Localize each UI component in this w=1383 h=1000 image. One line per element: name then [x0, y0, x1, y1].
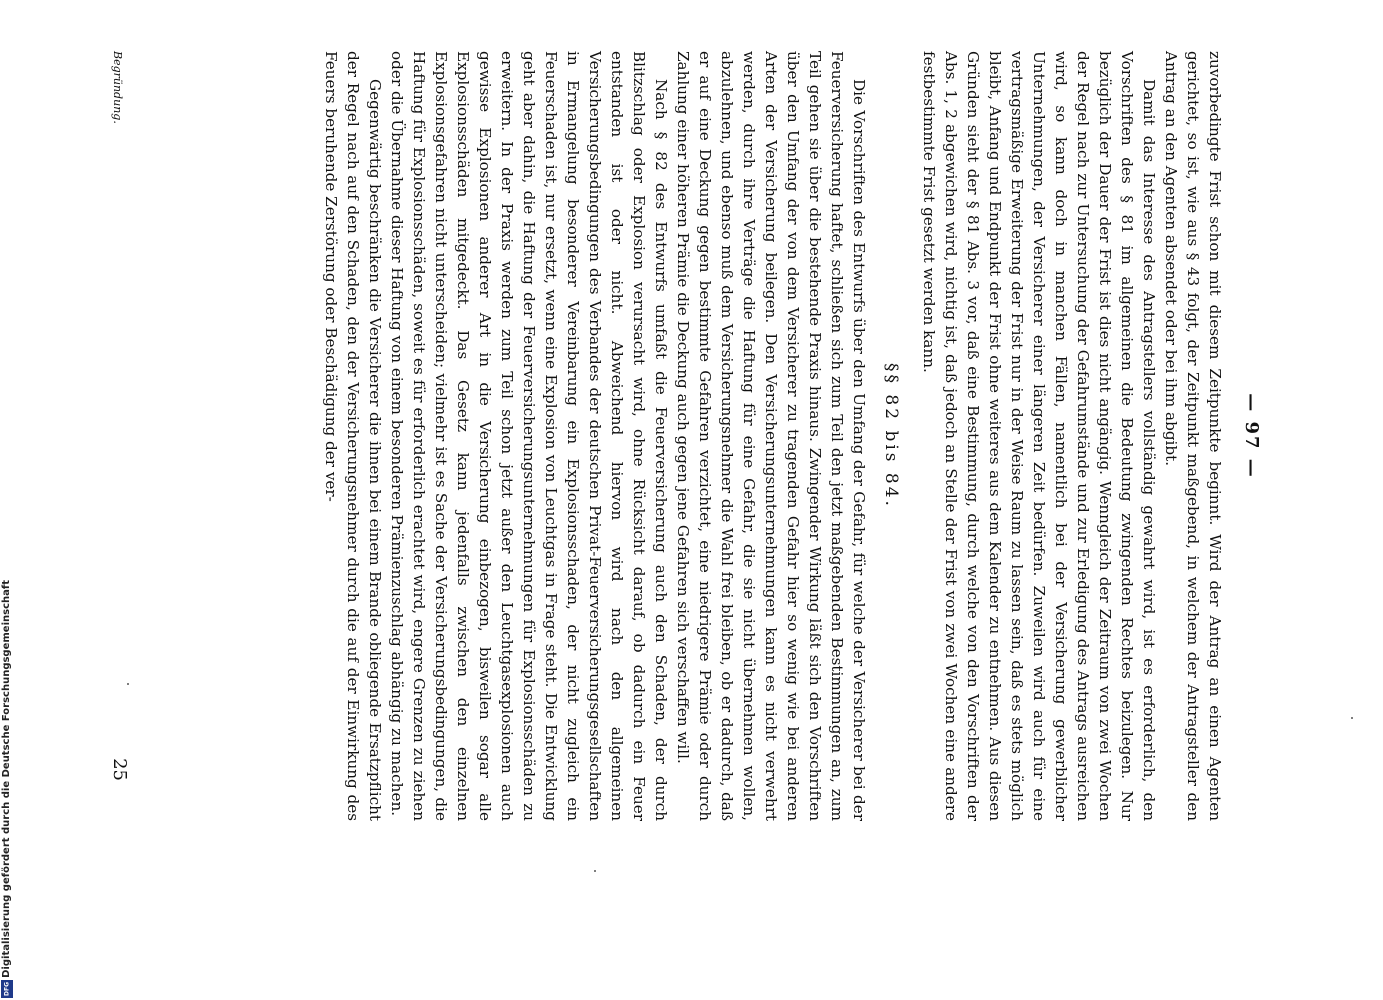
dfg-credit-text: Digitalisierung gefördert durch die Deutsche Forschungsgemeinschaft [1, 580, 12, 978]
paragraph: Die Vorschriften des Entwurfs über den Umfang der Gefahr, für welche der Versicherer bei der Feuerversicherung haftet, schließen sich zum Teil den jetzt maßgebenden Bestimmungen an, zum Teil gehen sie über die bestehende Praxis hinaus. Zwingender Wirkung läßt sich den Vorschriften über den Umfang der von dem Versicherer zu tragenden Gefahr hier so wenig wie bei anderen Arten der Versicherung beilegen. Den Versicherungsunternehmungen kann es nicht verwehrt werden, durch ihre Verträge die Haftung für eine Gefahr, die sie nicht übernehmen wollen, abzulehnen, und ebenso muß dem Versicherungsnehmer die Wahl frei bleiben, ob er dadurch, daß er auf eine Deckung gegen bestimmte Gefahren verzichtet, eine niedrigere Prämie oder durch Zahlung einer höheren Prämie die Deckung auch gegen jene Gefahren sich verschaffen will. [674, 51, 868, 821]
dfg-credit-strip [0, 580, 14, 1000]
scan-speck [594, 870, 596, 872]
scan-speck [1351, 717, 1353, 719]
section-heading: §§ 82 bis 84. [881, 363, 901, 509]
paragraph: zuvorbedingte Frist schon mit diesem Zeitpunkte beginnt. Wird der Antrag an einen Agenten gerichtet, so ist, wie aus § 43 folgt, der Zeitpunkt maßgebend, in welchem der Antragsteller den Antrag an den Agenten absendet oder bei ihm abgibt. [1162, 51, 1224, 821]
page-number: — 97 — [1241, 393, 1262, 479]
paragraph: Gegenwärtig beschränken die Versicherer die ihnen bei einem Brande obliegende Ersatzpflicht der Regel nach auf den Schaden, den der Versicherungsnehmer durch die auf der Einwirkung des Feuers beruhende Zerstörung oder Beschädigung der ver- [322, 51, 384, 821]
dfg-logo-icon: DFG [1, 980, 13, 998]
paragraph: Damit das Interesse des Antragstellers vollständig gewahrt wird, ist es erforderlich, den Vorschriften des § 81 im allgemeinen die Bedeutung zwingenden Rechtes beizulegen. Nur bezüglich der Dauer der Frist ist dies nicht angängig. Wenngleich der Zeitraum von zwei Wochen der Regel nach zur Untersuchung der Gefahrumstände und zur Erledigung des Antrags ausreichen wird, so kann doch in manchen Fällen, namentlich bei der Versicherung gewerblicher Unternehmungen, der Versicherer einer längeren Zeit bedürfen. Zuweilen wird auch für eine vertragsmäßige Erweiterung der Frist nur in der Weise Raum zu lassen sein, daß es stets möglich bleibt, Anfang und Endpunkt der Frist ohne weiteres aus dem Kalender zu entnehmen. Aus diesen Gründen sieht der § 81 Abs. 3 vor, daß eine Bestimmung, durch welche von den Vorschriften der Abs. 1, 2 abgewichen wird, nichtig ist, daß jedoch an Stelle der Frist von zwei Wochen eine andere festbestimmte Frist gesetzt werden kann. [920, 51, 1158, 821]
paragraph: Nach § 82 des Entwurfs umfaßt die Feuerversicherung auch den Schaden, der durch Blitzschlag oder Explosion verursacht wird, ohne Rücksicht darauf, ob dadurch ein Feuer entstanden ist oder nicht. Abweichend hiervon wird nach den allgemeinen Versicherungsbedingungen des Verbandes der deutschen Privat-Feuerversicherungsgesellschaften in Ermangelung besonderer Vereinbarung ein Explosionsschaden, der nicht zugleich ein Feuerschaden ist, nur ersetzt, wenn eine Explosion von Leuchtgas in Frage steht. Die Entwicklung geht aber dahin, die Haftung der Feuerversicherungsunternehmungen für Explosionsschäden zu erweitern. In der Praxis werden zum Teil schon jetzt außer den Leuchtgasexplosionen auch gewisse Explosionen anderer Art in die Versicherung einbezogen, bisweilen sogar alle Explosionsschäden mitgedeckt. Das Gesetz kann jedenfalls zwischen den einzelnen Explosionsgefahren nicht unterscheiden; vielmehr ist es Sache der Versicherungsbedingungen, die Haftung für Explosionsschäden, soweit es für erforderlich erachtet wird, engere Grenzen zu ziehen oder die Übernahme dieser Haftung von einem besonderen Prämienzuschlag abhängig zu machen. [388, 51, 670, 821]
signature-mark: 25 [109, 758, 130, 781]
text-block [109, 51, 1262, 821]
scan-speck [127, 683, 129, 685]
footer-note: Begründung. [111, 51, 124, 124]
